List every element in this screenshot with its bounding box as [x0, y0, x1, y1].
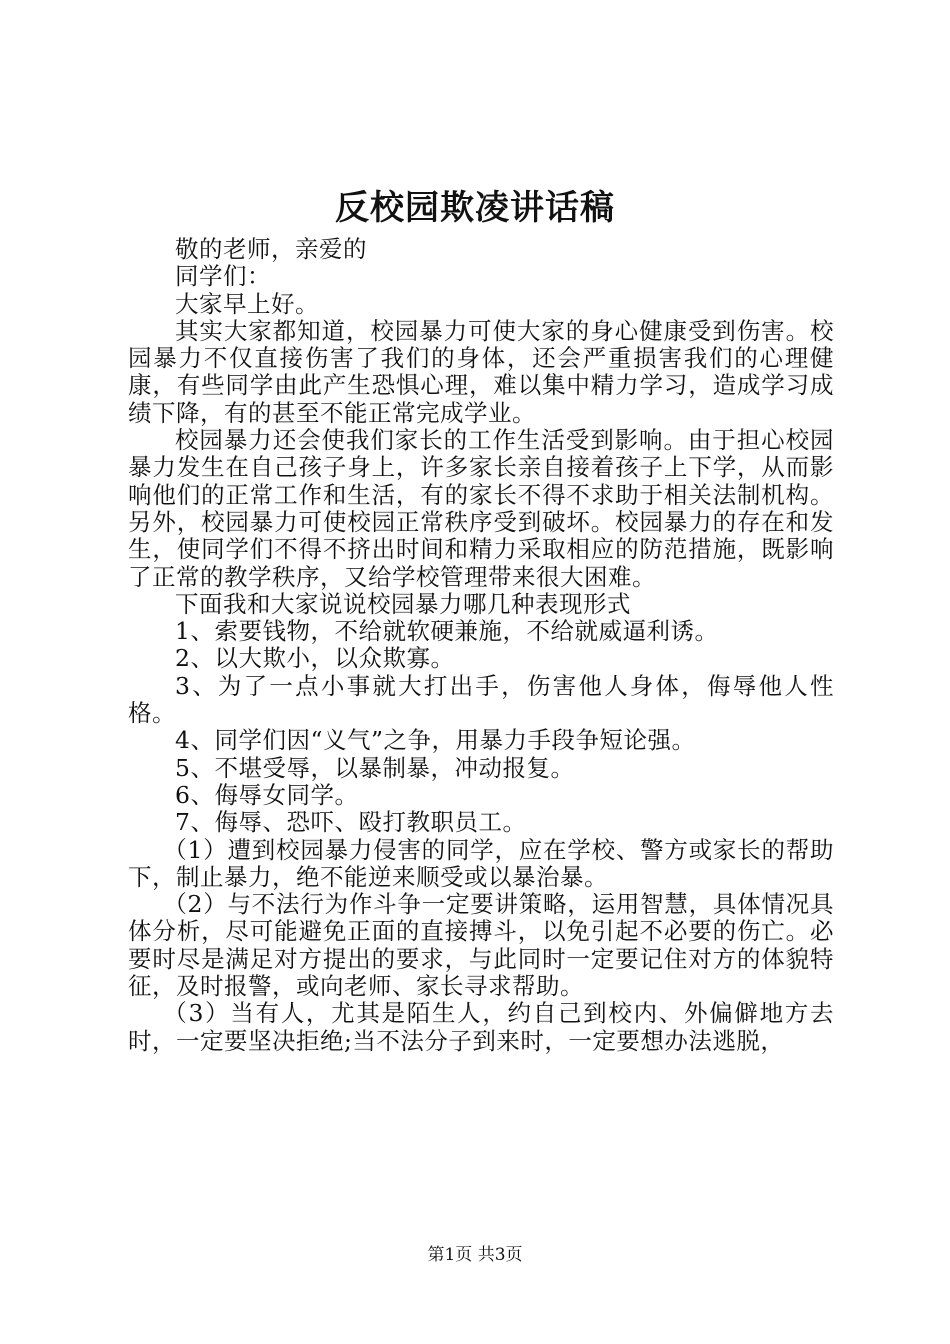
paragraph: 大家早上好。: [175, 289, 319, 318]
list-item: 3、为了一点小事就大打出手，伤害他人身体，侮辱他人性格。: [128, 671, 834, 728]
list-item: 7、侮辱、恐吓、殴打教职员工。: [175, 808, 527, 837]
page-number: 第1页 共3页: [427, 1245, 523, 1265]
document-body: [128, 236, 834, 1055]
paragraph: 敬的老师，亲爱的: [175, 235, 367, 263]
page-title: 反校园欺凌讲话稿: [335, 188, 615, 228]
list-item: 5、不堪受辱，以暴制暴，冲动报复。: [175, 753, 575, 782]
paragraph: 同学们：: [175, 262, 271, 291]
advice-item: （1）遭到校园暴力侵害的同学，应在学校、警方或家长的帮助下，制止暴力，绝不能逆来顺受或以暴治暴。: [128, 835, 834, 891]
paragraph: 其实大家都知道，校园暴力可使大家的身心健康受到伤害。校园暴力不仅直接伤害了我们的身体，还会严重损害我们的心理健康，有些同学由此产生恐惧心理，难以集中精力学习，造成学习成绩下降，有的甚至不能正常完成学业。: [128, 316, 834, 427]
list-item: 6、侮辱女同学。: [175, 780, 359, 809]
paragraph: 校园暴力还会使我们家长的工作生活受到影响。由于担心校园暴力发生在自己孩子身上，许多家长亲自接着孩子上下学，从而影响他们的正常工作和生活，有的家长不得不求助于相关法制机构。另外，校园暴力可使校园正常秩序受到破坏。校园暴力的存在和发生，使同学们不得不挤出时间和精力采取相应的防范措施，既影响了正常的教学秩序，又给学校管理带来很大困难。: [128, 426, 834, 591]
advice-item: （2）与不法行为作斗争一定要讲策略，运用智慧，具体情况具体分析，尽可能避免正面的直接搏斗，以免引起不必要的伤亡。必要时尽是满足对方提出的要求，与此同时一定要记住对方的体貌特征，及时报警，或向老师、家长寻求帮助。: [128, 890, 834, 1001]
paragraph: 下面我和大家说说校园暴力哪几种表现形式: [175, 589, 631, 618]
list-item: 2、以大欺小，以众欺寡。: [175, 644, 455, 673]
advice-item: （3）当有人，尤其是陌生人，约自己到校内、外偏僻地方去时，一定要坚决拒绝;当不法分子到来时，一定要想办法逃脱，: [128, 999, 834, 1055]
list-item: 4、同学们因“义气”之争，用暴力手段争短论强。: [175, 726, 696, 755]
list-item: 1、索要钱物，不给就软硬兼施，不给就威逼利诱。: [175, 617, 719, 646]
